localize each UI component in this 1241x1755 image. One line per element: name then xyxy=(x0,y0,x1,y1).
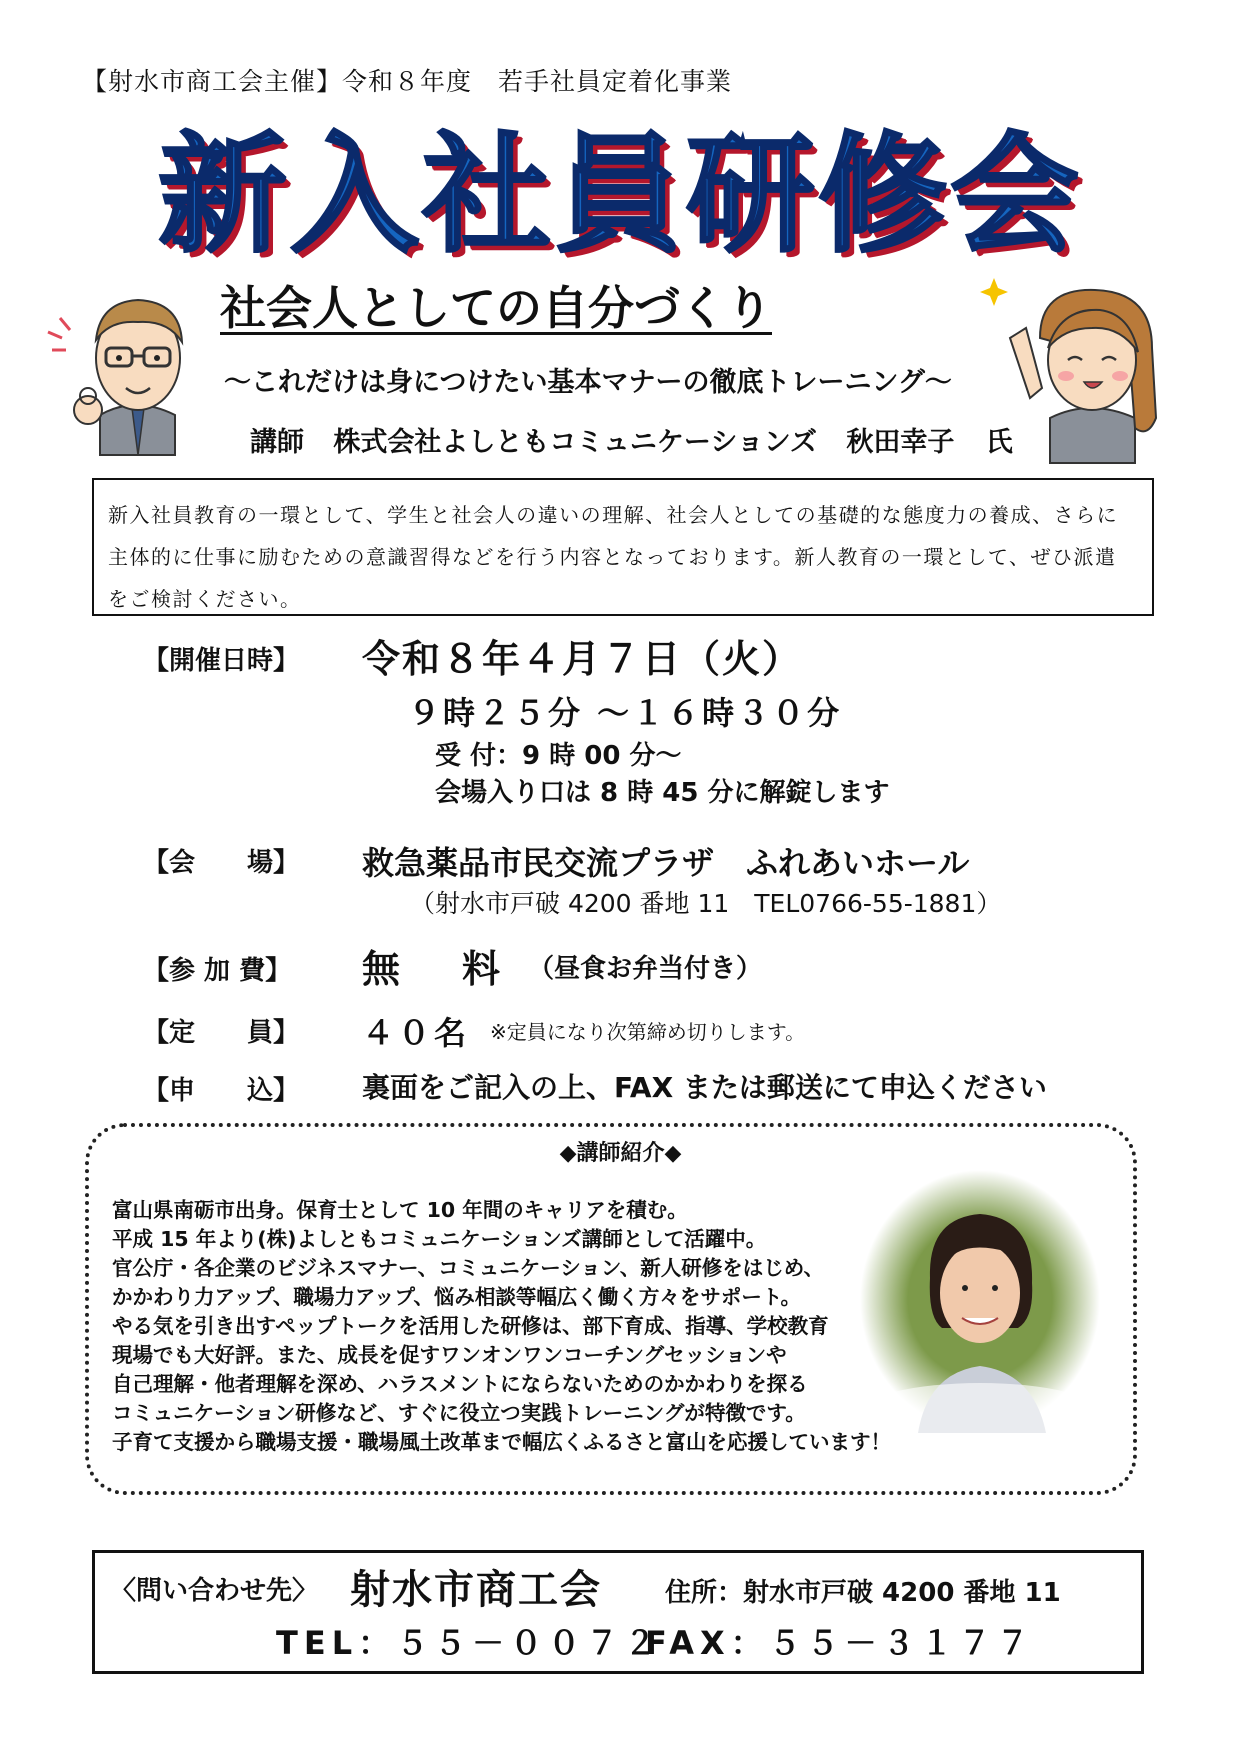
capacity-value: ４０名 xyxy=(362,1014,471,1052)
lecturer-name: 秋田幸子 xyxy=(846,427,955,458)
intro-line: やる気を引き出すペップトークを活用した研修は、部下育成、指導、学校教育 xyxy=(112,1314,829,1338)
contact-org: 射水市商工会 xyxy=(350,1567,602,1613)
apply-label: 【申 込】 xyxy=(143,1076,300,1106)
intro-line: 富山県南砺市出身。保育士として 10 年間のキャリアを積む。 xyxy=(112,1198,688,1222)
intro-line: 現場でも大好評。また、成長を促すワンオンワンコーチングセッションや xyxy=(112,1343,787,1367)
capacity-note: ※定員になり次第締め切りします。 xyxy=(490,1020,806,1044)
lecturer-label: 講師 xyxy=(250,427,304,458)
fee-value: 無 料 xyxy=(362,947,513,991)
venue-address: （射水市戸破 4200 番地 11 TEL0766-55-1881） xyxy=(410,889,1002,918)
description-line: をご検討ください。 xyxy=(108,587,302,611)
contact-address: 住所：射水市戸破 4200 番地 11 xyxy=(665,1578,1061,1608)
venue-label: 【会 場】 xyxy=(143,848,300,878)
unlock-notice: 会場入り口は 8 時 45 分に解錠します xyxy=(435,778,890,808)
description-box xyxy=(92,478,1154,616)
intro-line: かかわり力アップ、職場力アップ、悩み相談等幅広く働く方々をサポート。 xyxy=(112,1285,802,1309)
venue-name: 救急薬品市民交流プラザ ふれあいホール xyxy=(362,844,970,882)
reception-time: 受 付：9 時 00 分～ xyxy=(435,741,682,771)
description-line: 主体的に仕事に励むための意識習得などを行う内容となっております。新人教育の一環として、ぜひ派遣 xyxy=(108,545,1117,569)
event-date: 令和８年４月７日（火） xyxy=(362,637,803,681)
intro-line: 子育て支援から職場支援・職場風土改革まで幅広くふるさと富山を応援しています！ xyxy=(112,1430,891,1454)
event-time: ９時２５分 ～１６時３０分 xyxy=(408,694,843,732)
main-title: 新入社員研修会 xyxy=(158,121,1083,270)
description-line: 新入社員教育の一環として、学生と社会人の違いの理解、社会人としての基礎的な態度力の養成、さらに xyxy=(108,503,1119,527)
intro-line: 平成 15 年より(株)よしともコミュニケーションズ講師として活躍中。 xyxy=(112,1227,767,1251)
intro-text xyxy=(112,1196,891,1457)
lecturer-company: 株式会社よしともコミュニケーションズ xyxy=(333,427,817,458)
fee-note: （昼食お弁当付き） xyxy=(528,954,763,984)
capacity-label: 【定 員】 xyxy=(143,1018,300,1048)
contact-label: 〈問い合わせ先〉 xyxy=(110,1576,319,1606)
intro-line: 自己理解・他者理解を深め、ハラスメントにならないためのかかわりを探る xyxy=(112,1372,808,1396)
businessman-illustration xyxy=(40,280,210,460)
subtitle: 社会人としての自分づくり xyxy=(220,281,772,335)
lecturer-honorific: 氏 xyxy=(985,427,1013,458)
intro-title: ◆講師紹介◆ xyxy=(559,1141,682,1166)
date-label: 【開催日時】 xyxy=(143,646,300,676)
sponsor-line: 【射水市商工会主催】令和８年度 若手社員定着化事業 xyxy=(82,67,733,96)
intro-line: 官公庁・各企業のビジネスマナー、コミュニケーション、新人研修をはじめ、 xyxy=(112,1256,824,1280)
contact-fax: FAX：５５－３１７７ xyxy=(645,1624,1035,1662)
intro-line: コミュニケーション研修など、すぐに役立つ実践トレーニングが特徴です。 xyxy=(112,1401,806,1425)
apply-instructions: 裏面をご記入の上、FAX または郵送にて申込ください xyxy=(362,1071,1047,1104)
lecturer-photo xyxy=(858,1168,1103,1433)
lecturer-line xyxy=(250,420,1013,459)
contact-tel: TEL：５５－００７２ xyxy=(276,1624,663,1662)
fee-label: 【参 加 費】 xyxy=(143,956,292,986)
tagline: ～これだけは身につけたい基本マナーの徹底トレーニング～ xyxy=(224,367,952,398)
